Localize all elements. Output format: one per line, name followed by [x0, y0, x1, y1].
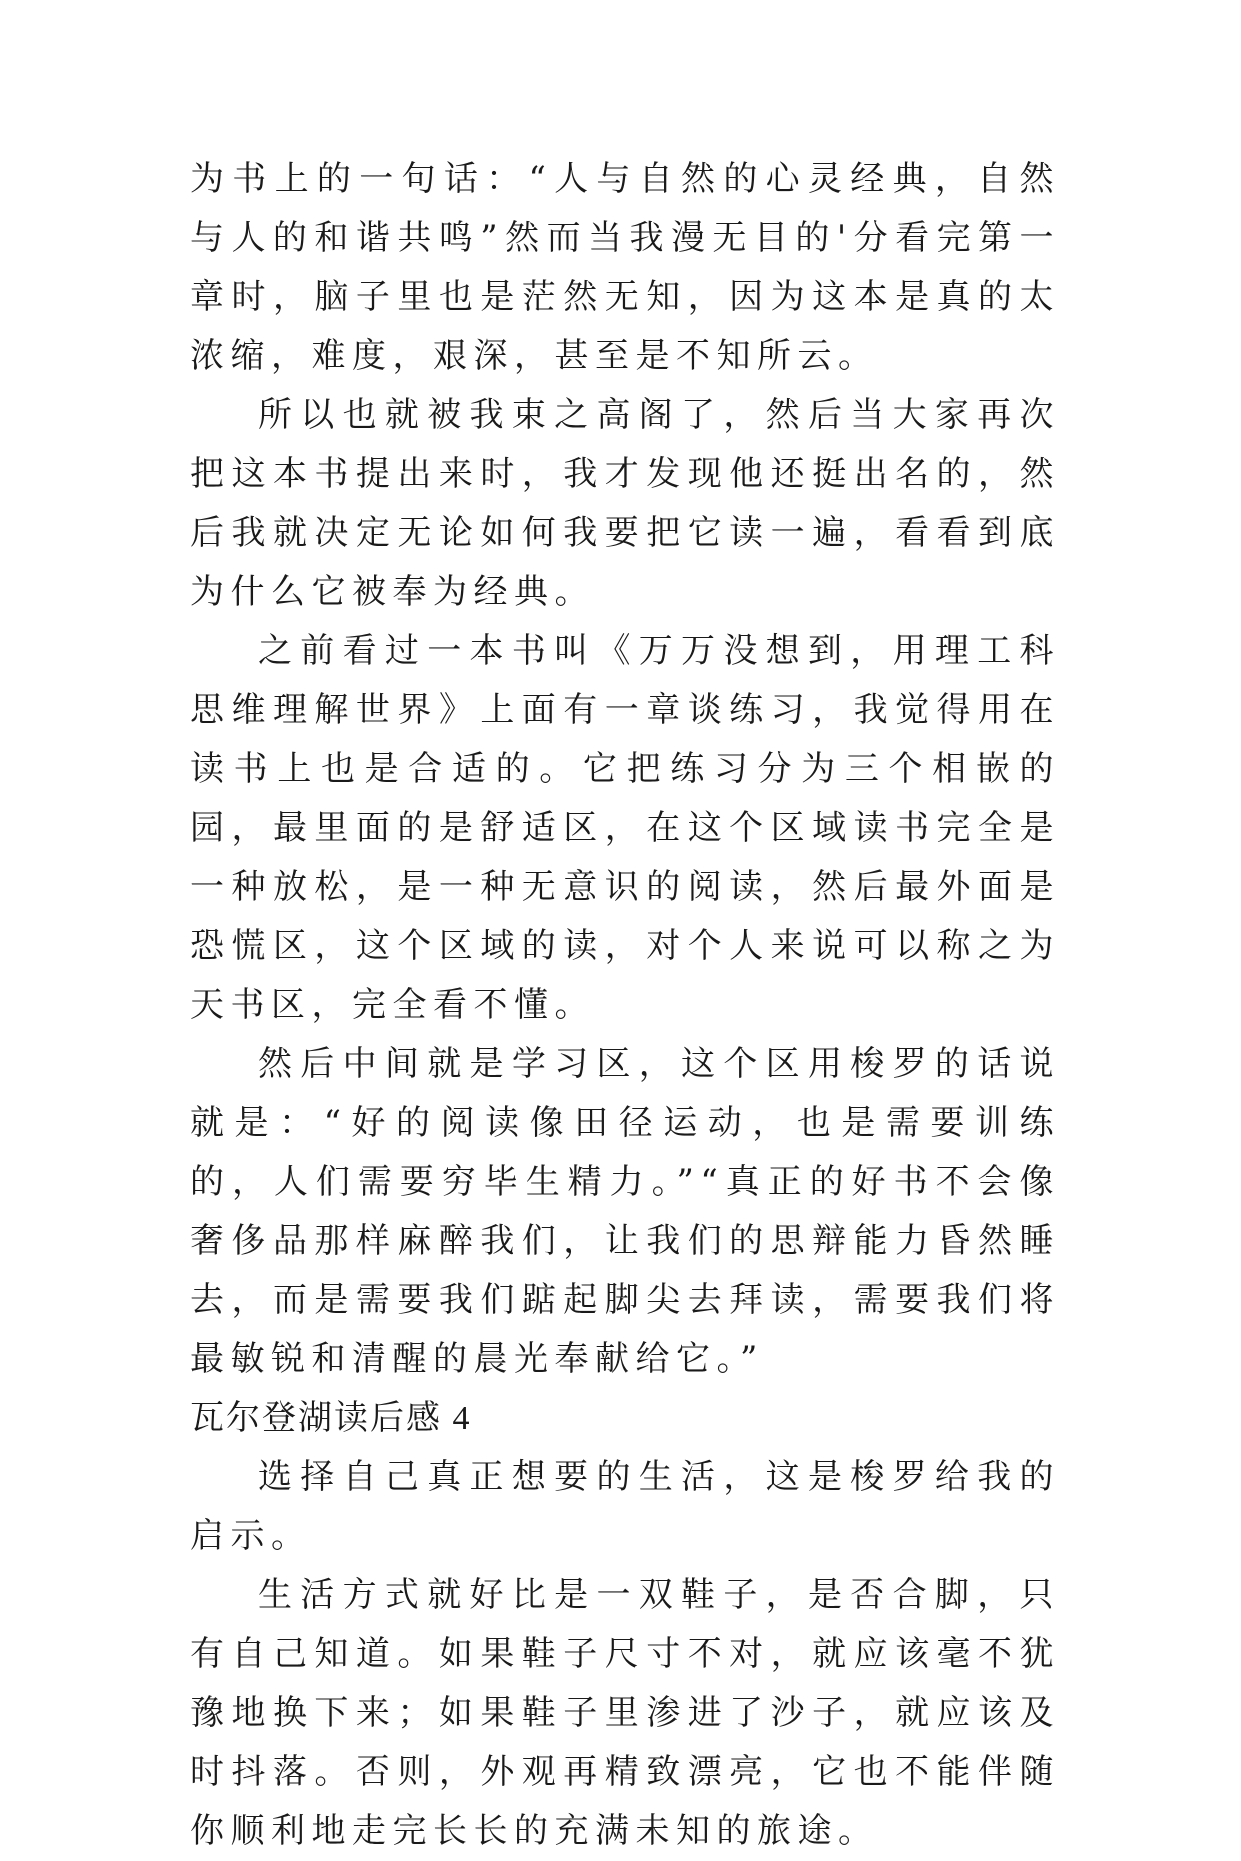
paragraph-1: 为书上的一句话：“人与自然的心灵经典，自然与人的和谐共鸣”然而当我漫无目的'分看完第一章时，脑子里也是茫然无知，因为这本是真的太浓缩，难度，艰深，甚至是不知所云。 [190, 159, 1060, 376]
paragraph-6: 生活方式就好比是一双鞋子，是否合脚，只有自己知道。如果鞋子尺寸不对，就应该毫不犹豫地换下来；如果鞋子里渗进了沙子，就应该及时抖落。否则，外观再精致漂亮，它也不能伴随你顺利地走完长长的充满未知的旅途。 [190, 1575, 1060, 1851]
paragraph-2: 所以也就被我束之高阁了，然后当大家再次把这本书提出来时，我才发现他还挺出名的，然后我就决定无论如何我要把它读一遍，看看到底为什么它被奉为经典。 [190, 395, 1060, 612]
paragraph-5: 选择自己真正想要的生活，这是梭罗给我的启示。 [190, 1457, 1060, 1556]
paragraph-4: 然后中间就是学习区，这个区用梭罗的话说就是：“好的阅读像田径运动，也是需要训练的，人们需要穷毕生精力。”“真正的好书不会像奢侈品那样麻醉我们，让我们的思辩能力昏然睡去，而是需要我们踮起脚尖去拜读，需要我们将最敏锐和清醒的晨光奉献给它。” [190, 1044, 1060, 1379]
document-body [190, 150, 1060, 1861]
paragraph-3: 之前看过一本书叫《万万没想到，用理工科思维理解世界》上面有一章谈练习，我觉得用在读书上也是合适的。它把练习分为三个相嵌的园，最里面的是舒适区，在这个区域读书完全是一种放松，是一种无意识的阅读，然后最外面是恐慌区，这个区域的读，对个人来说可以称之为天书区，完全看不懂。 [190, 631, 1060, 1025]
section-heading: 瓦尔登湖读后感 4 [190, 1400, 472, 1437]
